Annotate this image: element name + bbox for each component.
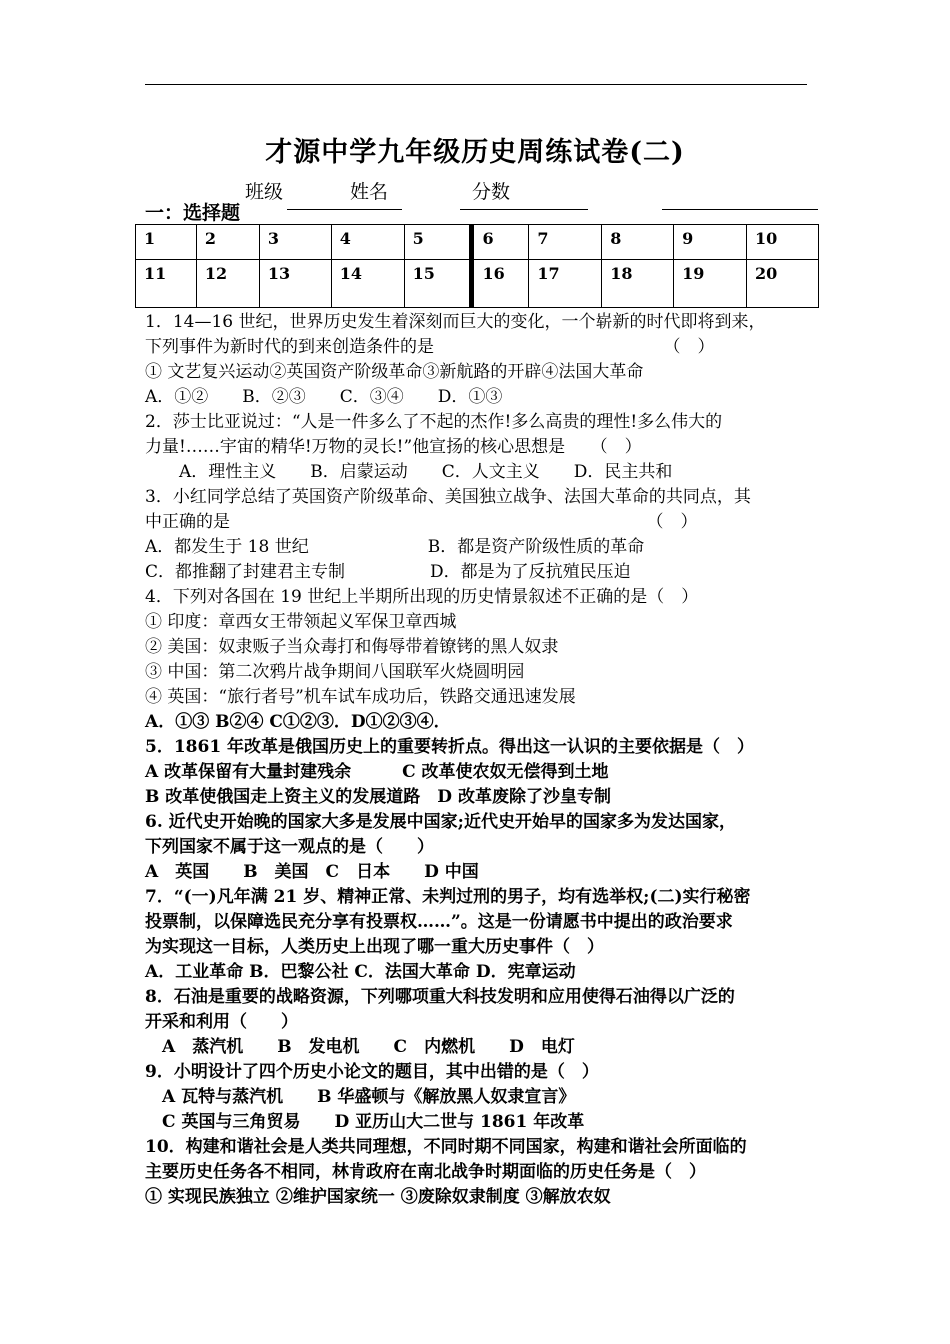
section-heading: 一：选择题: [145, 202, 241, 224]
answer-cell[interactable]: 5: [404, 225, 472, 260]
q4-item1: ① 印度：章西女王带领起义军保卫章西城: [145, 612, 457, 632]
q4-options: A．①③ B②④ C①②③．D①②③④．: [145, 712, 451, 732]
q1-line2: 下列事件为新时代的到来创造条件的是 （ ）: [145, 337, 715, 357]
q1-events: ① 文艺复兴运动②英国资产阶级革命③新航路的开辟④法国大革命: [145, 362, 644, 382]
answer-cell[interactable]: 20: [747, 260, 819, 308]
answer-cell[interactable]: 1: [136, 225, 197, 260]
answer-cell[interactable]: 14: [331, 260, 404, 308]
q10-line1: 10．构建和谐社会是人类共同理想，不同时期不同国家，构建和谐社会所面临的: [145, 1137, 747, 1157]
q10-line2: 主要历史任务各不相同，林肯政府在南北战争时期面临的历史任务是（ ）: [145, 1162, 706, 1182]
q6-line2: 下列国家不属于这一观点的是（ ）: [145, 837, 434, 857]
q8-line1: 8．石油是重要的战略资源，下列哪项重大科技发明和应用使得石油得以广泛的: [145, 987, 735, 1007]
page-title: 才源中学九年级历史周练试卷(二): [265, 137, 685, 168]
q3-line1: 3．小红同学总结了英国资产阶级革命、美国独立战争、法国大革命的共同点，其: [145, 487, 751, 507]
q10-items: ① 实现民族独立 ②维护国家统一 ③废除奴隶制度 ③解放农奴: [145, 1187, 611, 1207]
q1-line1: 1．14—16 世纪，世界历史发生着深刻而巨大的变化，一个崭新的时代即将到来，: [145, 312, 766, 332]
q5-options-bd: B 改革使俄国走上资主义的发展道路 D 改革废除了沙皇专制: [145, 787, 611, 807]
answer-cell[interactable]: 4: [331, 225, 404, 260]
q2-options: A．理性主义 B．启蒙运动 C．人文主义 D．民主共和: [145, 462, 673, 482]
q6-line1: 6. 近代史开始晚的国家大多是发展中国家;近代史开始早的国家多为发达国家，: [145, 812, 736, 832]
q4-item4: ④ 英国：“旅行者号”机车试车成功后，铁路交通迅速发展: [145, 687, 576, 707]
answer-cell[interactable]: 9: [674, 225, 747, 260]
answer-cell[interactable]: 7: [529, 225, 602, 260]
class-underline: [287, 209, 402, 210]
q5-line1: 5．1861 年改革是俄国历史上的重要转折点。得出这一认识的主要依据是（ ）: [145, 737, 755, 757]
answer-cell[interactable]: 11: [136, 260, 197, 308]
q3-line2: 中正确的是 （ ）: [145, 512, 698, 532]
q9-line1: 9．小明设计了四个历史小论文的题目，其中出错的是（ ）: [145, 1062, 599, 1082]
answer-grid-row: [136, 225, 819, 260]
q7-line1: 7．“(一)凡年满 21 岁、精神正常、未判过刑的男子，均有选举权;(二)实行秘密: [145, 887, 751, 907]
answer-cell[interactable]: 19: [674, 260, 747, 308]
answer-cell[interactable]: 10: [747, 225, 819, 260]
name-underline: [460, 209, 588, 210]
q4-item3: ③ 中国：第二次鸦片战争期间八国联军火烧圆明园: [145, 662, 525, 682]
answer-cell[interactable]: 17: [529, 260, 602, 308]
q7-options: A．工业革命 B．巴黎公社 C．法国大革命 D．宪章运动: [145, 962, 576, 982]
answer-grid-row: [136, 260, 819, 308]
q3-options-cd: C．都推翻了封建君主专制 D．都是为了反抗殖民压迫: [145, 562, 631, 582]
score-underline: [662, 209, 818, 210]
q8-line2: 开采和利用（ ）: [145, 1012, 298, 1032]
answer-cell[interactable]: 16: [472, 260, 529, 308]
name-label: 姓名: [350, 181, 389, 203]
q1-options: A．①② B．②③ C．③④ D．①③: [145, 387, 503, 407]
answer-cell[interactable]: 8: [602, 225, 674, 260]
q9-options-cd: C 英国与三角贸易 D 亚历山大二世与 1861 年改革: [145, 1112, 585, 1132]
q2-line1: 2．莎士比亚说过：“人是一件多么了不起的杰作!多么高贵的理性!多么伟大的: [145, 412, 723, 432]
answer-cell[interactable]: 12: [196, 260, 259, 308]
answer-cell[interactable]: 6: [472, 225, 529, 260]
q4-item2: ② 美国：奴隶贩子当众毒打和侮辱带着镣铐的黑人奴隶: [145, 637, 559, 657]
q5-options-ac: A 改革保留有大量封建残余 C 改革使农奴无偿得到土地: [145, 762, 609, 782]
q8-options: A 蒸汽机 B 发电机 C 内燃机 D 电灯: [145, 1037, 575, 1057]
q7-line2: 投票制，以保障选民充分享有投票权……”。这是一份请愿书中提出的政治要求: [145, 912, 733, 932]
answer-cell[interactable]: 2: [196, 225, 259, 260]
q2-line2: 力量!……宇宙的精华!万物的灵长!”他宣扬的核心思想是 （ ）: [145, 437, 642, 457]
score-label: 分数: [472, 181, 511, 203]
q9-options-ab: A 瓦特与蒸汽机 B 华盛顿与《解放黑人奴隶宣言》: [145, 1087, 576, 1107]
class-label: 班级: [245, 181, 284, 203]
answer-cell[interactable]: 18: [602, 260, 674, 308]
q4-line1: 4．下列对各国在 19 世纪上半期所出现的历史情景叙述不正确的是（ ）: [145, 587, 699, 607]
answer-cell[interactable]: 13: [259, 260, 331, 308]
q3-options-ab: A．都发生于 18 世纪 B．都是资产阶级性质的革命: [145, 537, 645, 557]
q6-options: A 英国 B 美国 C 日本 D 中国: [145, 862, 479, 882]
answer-cell[interactable]: 3: [259, 225, 331, 260]
answer-cell[interactable]: 15: [404, 260, 472, 308]
q7-line3: 为实现这一目标，人类历史上出现了哪一重大历史事件（ ）: [145, 937, 604, 957]
top-rule: [145, 84, 807, 85]
answer-grid: [135, 224, 819, 308]
